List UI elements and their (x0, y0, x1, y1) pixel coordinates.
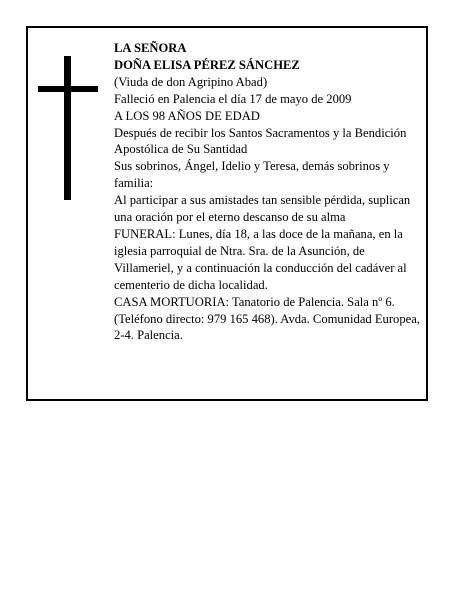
deceased-name: DOÑA ELISA PÉREZ SÁNCHEZ (114, 57, 300, 72)
notice-text (114, 40, 422, 344)
mortuary-info: CASA MORTUORIA: Tanatorio de Palencia. Sala nº 6. (Teléfono directo: 979 165 468). Avda. Comunidad Europea, 2-4. Palencia. (114, 294, 420, 343)
widow-of-line: (Viuda de don Agripino Abad) (114, 74, 268, 89)
funeral-info: FUNERAL: Lunes, día 18, a las doce de la mañana, en la iglesia parroquial de Ntra. Sra. de la Asunción, de Villameriel, y a continuación la conducción del cadáver al cementerio de dicha localidad. (114, 226, 407, 292)
cross-vertical-bar (64, 56, 71, 200)
deceased-title: LA SEÑORA (114, 41, 187, 55)
obituary-notice (26, 26, 428, 401)
cross-icon (38, 56, 98, 200)
family-line: Sus sobrinos, Ángel, Idelio y Teresa, demás sobrinos y familia: (114, 159, 390, 191)
death-info: Falleció en Palencia el día 17 de mayo de 2009 (114, 91, 352, 106)
age-line: A LOS 98 AÑOS DE EDAD (114, 108, 260, 123)
cross-horizontal-bar (38, 86, 98, 92)
sacraments-line: Después de recibir los Santos Sacramentos y la Bendición Apostólica de Su Santidad (114, 125, 407, 157)
request-line: Al participar a sus amistades tan sensible pérdida, suplican una oración por el eterno descanso de su alma (114, 193, 411, 225)
